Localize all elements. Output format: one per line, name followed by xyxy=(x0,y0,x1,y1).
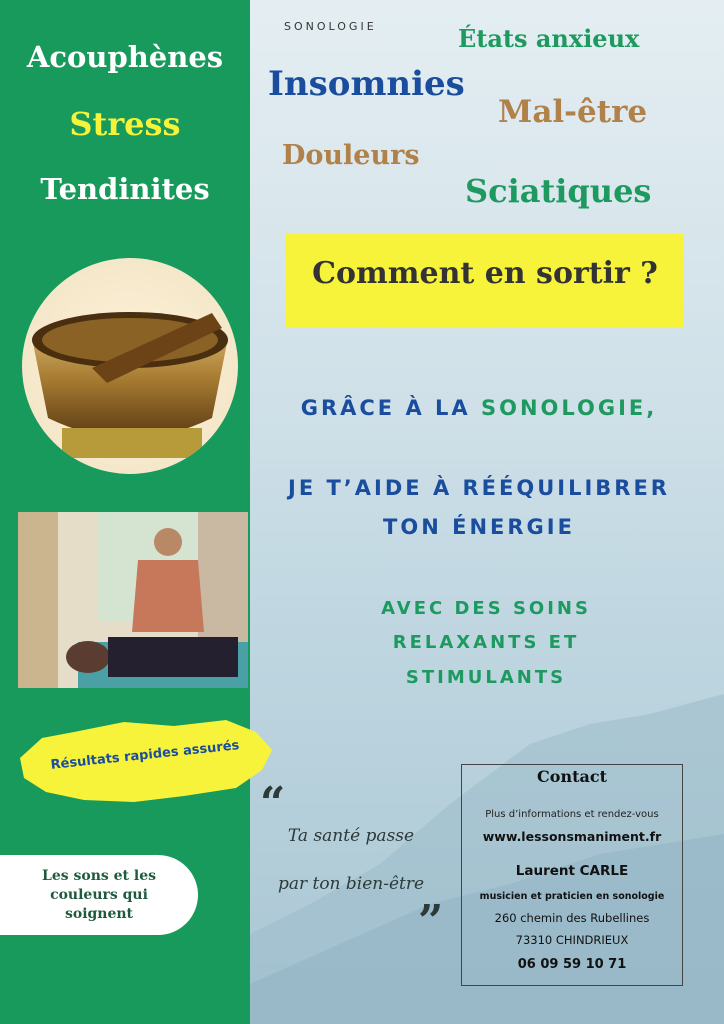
message-line-1-a: GRÂCE À LA xyxy=(300,396,471,420)
symptom-sciatiques: Sciatiques xyxy=(465,172,652,210)
question-text: Comment en sortir ? xyxy=(312,256,658,291)
message-line-3: TON ÉNERGIE xyxy=(383,515,575,539)
quote-close-icon: ” xyxy=(418,896,444,947)
message-line-2: JE T’AIDE À RÉÉQUILIBRER xyxy=(288,476,670,500)
contact-info: Plus d’informations et rendez-vous xyxy=(485,809,659,820)
singing-bowl-photo xyxy=(22,258,238,474)
word-stress: Stress xyxy=(69,105,181,143)
quote-open-icon: “ xyxy=(260,778,286,829)
message-line-5: RELAXANTS ET xyxy=(392,632,580,653)
sonologie-label: SONOLOGIE xyxy=(284,20,377,33)
quote-line-1: Ta santé passe xyxy=(287,826,415,846)
tagline-line-1: Les sons et les xyxy=(41,868,157,884)
symptom-mal-etre: Mal-être xyxy=(498,94,648,130)
message-line-6: STIMULANTS xyxy=(405,667,567,688)
quote-line-2: par ton bien-être xyxy=(277,874,425,894)
message-line-1 xyxy=(256,396,702,420)
contact-website-link[interactable]: www.lessonsmaniment.fr xyxy=(482,829,662,844)
contact-name: Laurent CARLE xyxy=(515,863,629,879)
contact-role: musicien et praticien en sonologie xyxy=(479,891,665,902)
contact-address-1: 260 chemin des Rubellines xyxy=(494,911,650,925)
word-acouphenes: Acouphènes xyxy=(26,40,224,74)
symptom-douleurs: Douleurs xyxy=(282,140,420,171)
results-badge xyxy=(14,718,276,806)
tagline-line-2: couleurs qui xyxy=(50,887,148,903)
tagline-pill xyxy=(0,855,198,935)
word-tendinites: Tendinites xyxy=(40,172,210,206)
results-badge-text: Résultats rapides assurés xyxy=(49,738,241,773)
contact-address-2: 73310 CHINDRIEUX xyxy=(515,933,629,947)
therapy-session-photo xyxy=(18,512,248,688)
symptom-etats-anxieux: États anxieux xyxy=(458,24,640,53)
contact-box xyxy=(461,764,683,986)
message-line-4: AVEC DES SOINS xyxy=(381,598,591,619)
contact-phone[interactable]: 06 09 59 10 71 xyxy=(517,957,627,972)
contact-title: Contact xyxy=(537,767,607,786)
tagline-line-3: soignent xyxy=(64,906,134,922)
question-box xyxy=(286,234,684,328)
symptom-insomnies: Insomnies xyxy=(268,64,465,104)
message-line-1-b: SONOLOGIE, xyxy=(480,396,658,420)
